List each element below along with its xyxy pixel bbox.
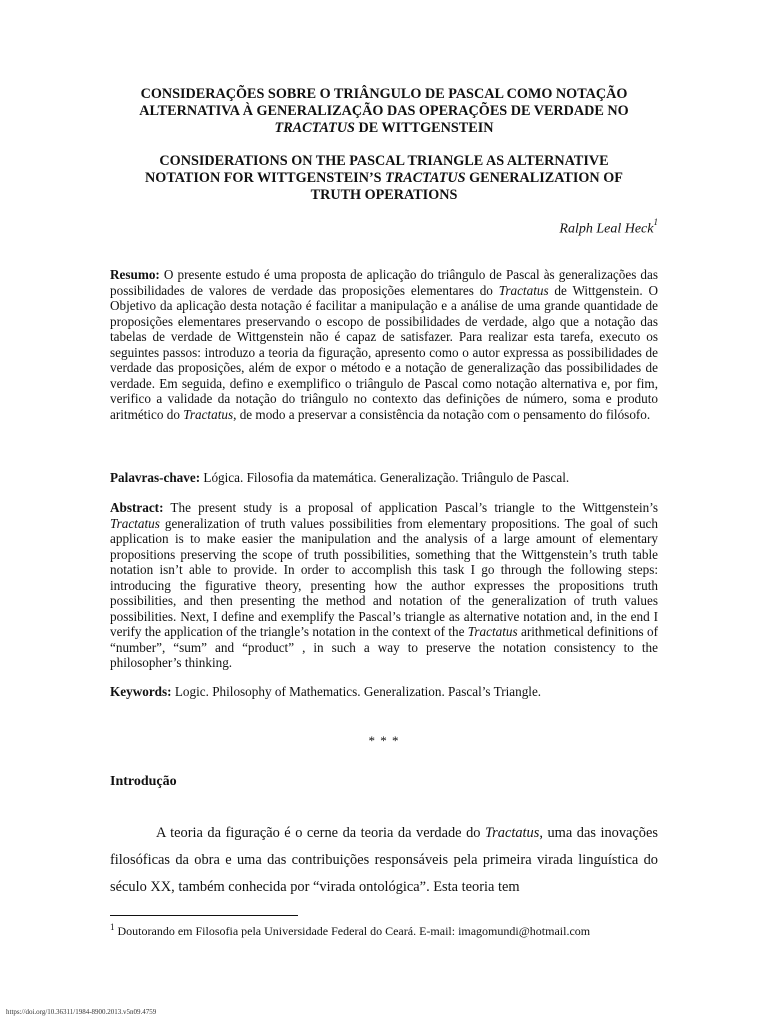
intro-paragraph (110, 820, 658, 901)
section-separator: * * * (368, 733, 400, 748)
abstract-text-1: The present study is a proposal of application Pascal’s triangle to the Wittgenstein’s (163, 500, 658, 515)
title-english (100, 153, 668, 204)
title-en-italic: TRACTATUS (385, 170, 466, 186)
intro-text-2: , uma das inovações filosóficas da obra e uma das contribuições responsáveis pela primeira virada linguística do século XX, também conhecida por “virada ontológica”. Esta teoria tem (110, 825, 658, 895)
resumo-label: Resumo: (110, 267, 160, 282)
footnote-rule (110, 915, 298, 916)
intro-heading: Introdução (110, 774, 177, 789)
footnote-text: Doutorando em Filosofia pela Universidade Federal do Ceará. E-mail: imagomundi@hotmail.com (114, 924, 591, 938)
title-en-line-3: TRUTH OPERATIONS (310, 187, 458, 203)
abstract-label: Abstract: (110, 500, 164, 515)
intro-italic-1: Tractatus (484, 825, 540, 841)
title-pt-line-3 (100, 120, 668, 137)
resumo-italic-1: Tractatus (498, 282, 549, 298)
title-pt-line-1: CONSIDERAÇÕES SOBRE O TRIÂNGULO DE PASCAL COMO NOTAÇÃO (140, 86, 628, 102)
title-pt-italic: TRACTATUS (274, 120, 355, 136)
author-name (559, 219, 658, 238)
footnote-mark: 1 (110, 922, 115, 932)
title-portuguese (100, 86, 668, 137)
title-pt-line-2: ALTERNATIVA À GENERALIZAÇÃO DAS OPERAÇÕES DE VERDADE NO (139, 103, 629, 119)
title-en-line-1: CONSIDERATIONS ON THE PASCAL TRIANGLE AS ALTERNATIVE (159, 153, 609, 169)
resumo-text-2: de Wittgenstein. O Objetivo da aplicação desta notação é facilitar a manipulação e a análise de uma grande quantidade de proposições elementares preservando o escopo de possibilidades de verdade, algo que a notação das tabelas de verdade de Wittgenstein não é capaz de satisfazer. Para realizar esta tarefa, executo os seguintes passos: introduzo a teoria da figuração, apresento como o autor expressa as possibilidades de verdade das proposições, além de expor o método e a notação de generalização das possibilidades de verdade. Em seguida, defino e exemplifico o triângulo de Pascal como notação alternativa e, por fim, verifico a validade da notação do triângulo no contexto das definições de número, soma e produto aritmético do (110, 282, 659, 422)
author-text: Ralph Leal Heck (559, 221, 654, 237)
abstract-text-2: generalization of truth values possibilities from elementary propositions. The goal of such application is to make easier the manipulation and the analysis of a large amount of elementary propositions preserving the scope of truth possibilities, something that the Wittgenstein’s truth table notation isn’t able to provide. In order to accomplish this task I go through the following steps: introducing the figurative theory, presenting how the author expresses the propositions truth possibilities, and then presenting the method and notation of the generalization of truth values possibilities. Next, I define and exemplify the Pascal’s triangle as alternative notation and, in the end I verify the application of the triangle’s notation in the context of the (110, 515, 658, 639)
title-pt-rest: DE WITTGENSTEIN (354, 120, 494, 136)
resumo-text-3: , de modo a preservar a consistência da notação com o pensamento do filósofo. (233, 406, 651, 422)
keywords (110, 684, 658, 700)
abstract-italic-2: Tractatus (467, 624, 518, 639)
abstract-paragraph (110, 500, 658, 671)
keywords-label: Keywords: (110, 684, 172, 699)
title-en-pre: NOTATION FOR WITTGENSTEIN’S (145, 170, 386, 186)
palavras-chave (110, 470, 658, 486)
intro-text-1: A teoria da figuração é o cerne da teoria da verdade do (156, 825, 485, 841)
resumo-paragraph (110, 267, 658, 422)
title-en-post: GENERALIZATION OF (465, 170, 623, 186)
resumo-text-1: O presente estudo é uma proposta de aplicação do triângulo de Pascal às generalizações das possibilidades de valores de verdade das proposições elementares do (110, 267, 658, 298)
footnote (110, 922, 590, 939)
palavras-label: Palavras-chave: (110, 470, 201, 485)
abstract-text-3: arithmetical definitions of “number”, “sum” and “product” , in such a way to preserve the notation consistency to the philosopher’s thinking. (110, 624, 658, 670)
author-footnote-mark: 1 (653, 217, 658, 227)
resumo-italic-2: Tractatus (183, 406, 234, 422)
palavras-text: Lógica. Filosofia da matemática. Generalização. Triângulo de Pascal. (200, 470, 570, 485)
doi-link[interactable]: https://doi.org/10.36311/1984-8900.2013.v5n09.4759 (6, 1008, 157, 1016)
abstract-italic-1: Tractatus (110, 515, 160, 531)
keywords-text: Logic. Philosophy of Mathematics. Generalization. Pascal’s Triangle. (171, 684, 542, 699)
title-en-line-2 (100, 170, 668, 187)
